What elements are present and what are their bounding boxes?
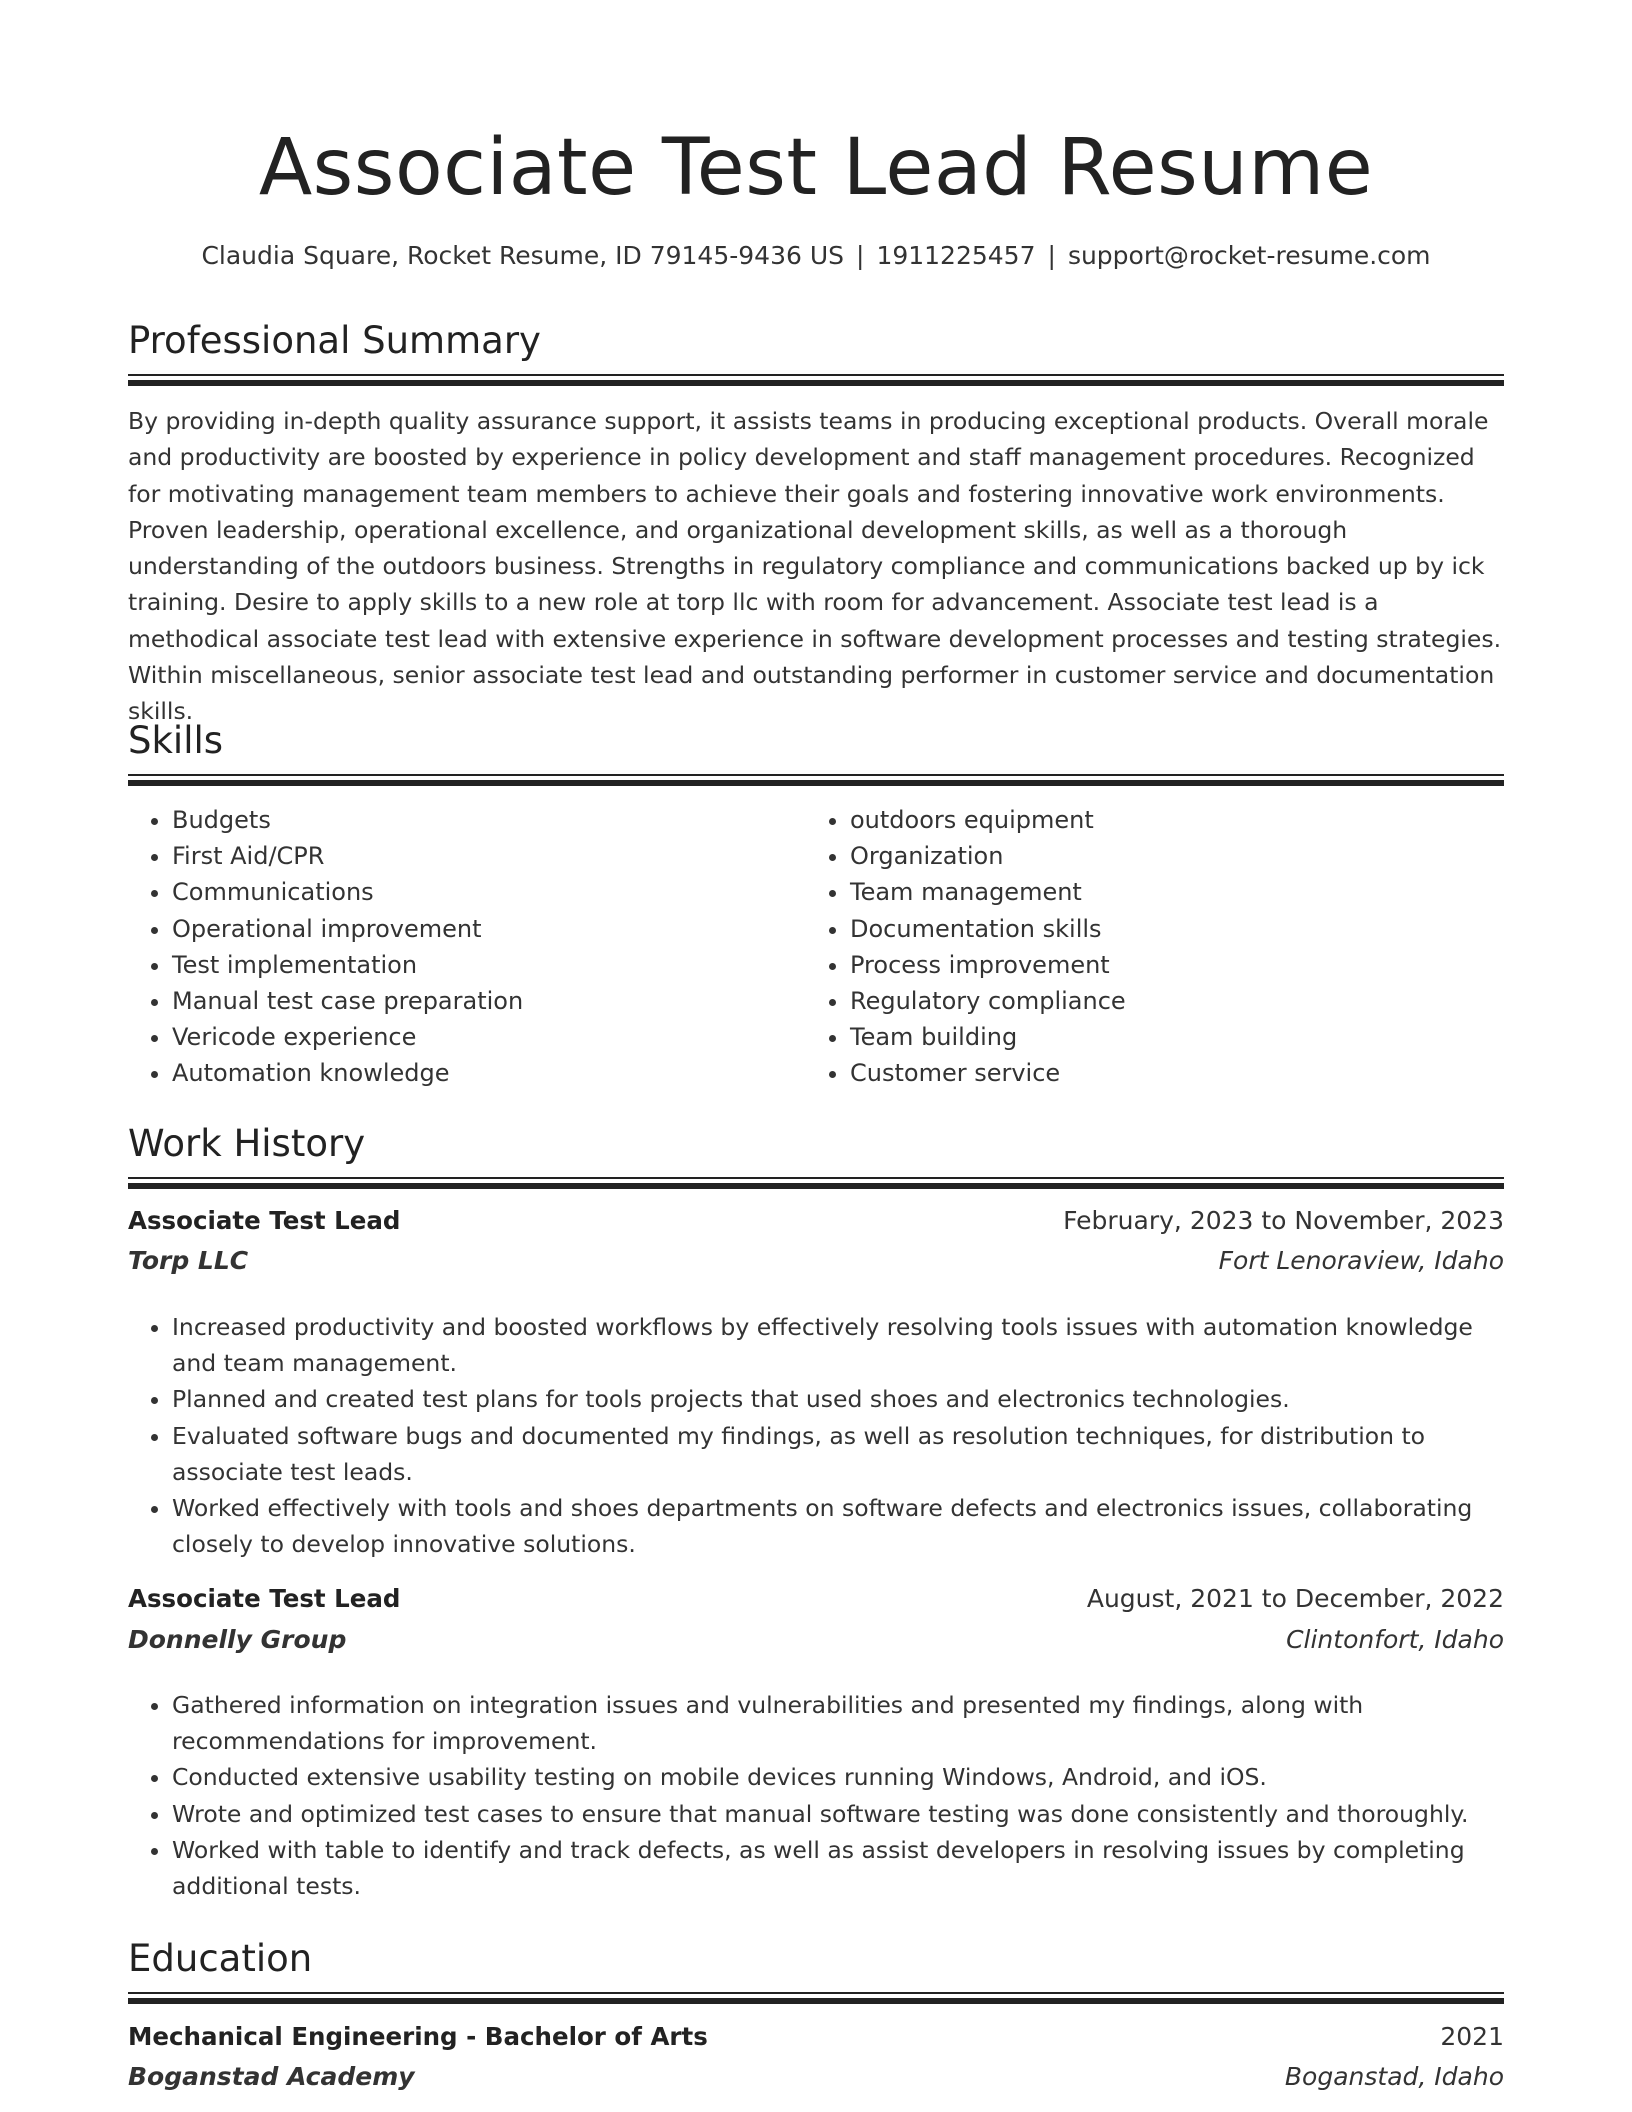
job-bullets xyxy=(128,1687,1504,1904)
job-bullet: • Wrote and optimized test cases to ensure that manual software testing was done consistently and thoroughly. xyxy=(172,1796,1504,1832)
page-title: Associate Test Lead Resume xyxy=(258,123,1374,213)
summary-text: By providing in-depth quality assurance support, it assists teams in producing exceptional products. Overall morale and productivity are boosted by experience in policy development and staff management procedures. Recognized for motivating management team members to achieve their goals and fostering innovative work environments. Proven leadership, operational excellence, and organizational development skills, as well as a thorough understanding of the outdoors business. Strengths in regulatory compliance and communications backed up by ick training. Desire to apply skills to a new role at torp llc with room for advancement. Associate test lead is a methodical associate test lead with extensive experience in software development processes and testing strategies. Within miscellaneous, senior associate test lead and outstanding performer in customer service and documentation skills. xyxy=(128,407,1502,726)
skills-column-right xyxy=(806,802,1484,1092)
skill-item: • Team management xyxy=(850,874,1484,910)
skill-item: • Team building xyxy=(850,1019,1484,1055)
company-name: Donnelly Group xyxy=(128,1625,347,1654)
job-bullet: • Gathered information on integration issues and vulnerabilities and presented my findings, along with recommendations for improvement. xyxy=(172,1687,1504,1759)
job-bullet: • Worked effectively with tools and shoes departments on software defects and electronics issues, collaborating closely to develop innovative solutions. xyxy=(172,1490,1504,1562)
school-name: Boganstad Academy xyxy=(128,2062,415,2091)
company-name: Torp LLC xyxy=(128,1246,249,1275)
section-divider xyxy=(128,1177,1504,1189)
contact-line xyxy=(128,238,1504,274)
skill-item: • Automation knowledge xyxy=(172,1055,806,1091)
job-bullet: • Conducted extensive usability testing on mobile devices running Windows, Android, and iOS. xyxy=(172,1759,1504,1795)
job-bullets xyxy=(128,1309,1504,1562)
section-heading-work: Work History xyxy=(128,1122,366,1165)
job-subheader xyxy=(128,1625,1504,1654)
skill-item: • outdoors equipment xyxy=(850,802,1484,838)
contact-address: Claudia Square, Rocket Resume, ID 79145-9436 US xyxy=(201,241,844,270)
skill-item: • Customer service xyxy=(850,1055,1484,1091)
degree: Mechanical Engineering - Bachelor of Arts xyxy=(128,2022,708,2051)
job-header xyxy=(128,1584,1504,1613)
contact-separator: | xyxy=(856,241,865,270)
section-heading-summary: Professional Summary xyxy=(128,319,541,362)
job-subheader xyxy=(128,1246,1504,1275)
job-header xyxy=(128,1206,1504,1235)
contact-phone: 1911225457 xyxy=(876,241,1036,270)
job-dates: February, 2023 to November, 2023 xyxy=(1063,1206,1504,1235)
section-divider xyxy=(128,1992,1504,2004)
skill-item: • First Aid/CPR xyxy=(172,838,806,874)
skill-item: • Manual test case preparation xyxy=(172,983,806,1019)
skills-list xyxy=(128,802,1504,1092)
contact-separator: | xyxy=(1047,241,1056,270)
job-bullet: • Evaluated software bugs and documented my findings, as well as resolution techniques, for distribution to associate test leads. xyxy=(172,1418,1504,1490)
job-bullet: • Worked with table to identify and track defects, as well as assist developers in resolving issues by completing additional tests. xyxy=(172,1832,1504,1904)
job-bullet: • Increased productivity and boosted workflows by effectively resolving tools issues with automation knowledge and team management. xyxy=(172,1309,1504,1381)
job-title: Associate Test Lead xyxy=(128,1206,401,1235)
job-bullet: • Planned and created test plans for tools projects that used shoes and electronics technologies. xyxy=(172,1381,1504,1417)
job-title: Associate Test Lead xyxy=(128,1584,401,1613)
skill-item: • Organization xyxy=(850,838,1484,874)
skills-column-left xyxy=(128,802,806,1092)
skill-item: • Operational improvement xyxy=(172,911,806,947)
graduation-year: 2021 xyxy=(1440,2022,1504,2051)
section-heading-skills: Skills xyxy=(128,719,224,762)
education-subheader xyxy=(128,2062,1504,2091)
section-heading-education: Education xyxy=(128,1937,313,1980)
skill-item: • Vericode experience xyxy=(172,1019,806,1055)
job-location: Fort Lenoraview, Idaho xyxy=(1218,1246,1504,1275)
section-divider xyxy=(128,774,1504,786)
skill-item: • Process improvement xyxy=(850,947,1484,983)
education-header xyxy=(128,2022,1504,2051)
job-dates: August, 2021 to December, 2022 xyxy=(1086,1584,1504,1613)
school-location: Boganstad, Idaho xyxy=(1284,2062,1504,2091)
skill-item: • Regulatory compliance xyxy=(850,983,1484,1019)
contact-email: support@rocket-resume.com xyxy=(1067,241,1431,270)
skill-item: • Test implementation xyxy=(172,947,806,983)
skill-item: • Budgets xyxy=(172,802,806,838)
section-divider xyxy=(128,374,1504,386)
skill-item: • Documentation skills xyxy=(850,911,1484,947)
job-location: Clintonfort, Idaho xyxy=(1286,1625,1504,1654)
skill-item: • Communications xyxy=(172,874,806,910)
